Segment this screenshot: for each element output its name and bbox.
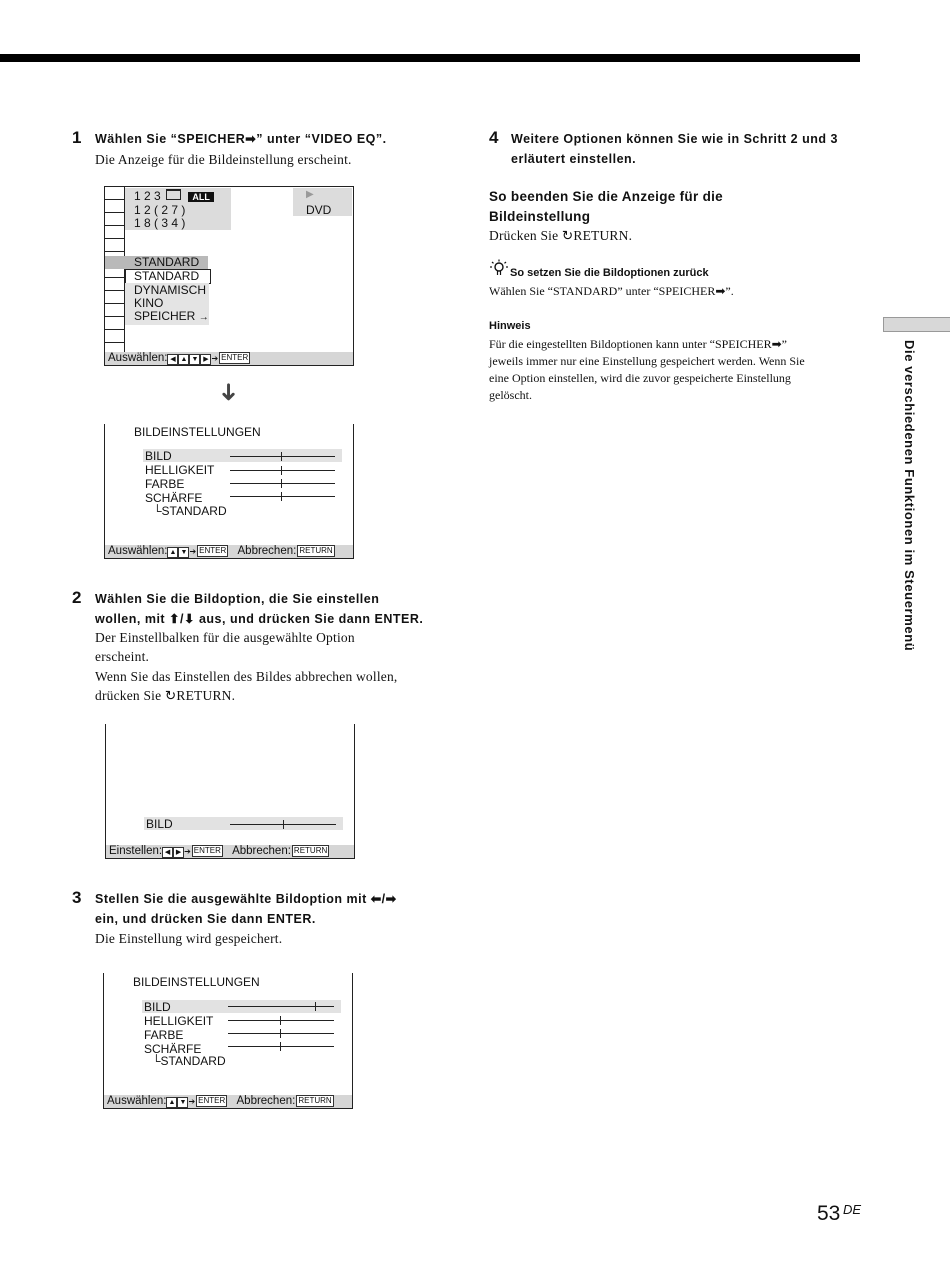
picture-settings-screen-1 (104, 424, 354, 559)
picture-adjust-screen (105, 724, 355, 859)
page-suffix: DE (843, 1202, 862, 1217)
all-badge: ALL (188, 192, 214, 202)
helligkeit-slider-tick (280, 1016, 281, 1025)
status-set-label: Einstellen: (109, 845, 163, 857)
row-farbe[interactable]: FARBE (145, 477, 185, 491)
arrow-icon: ➔ (211, 354, 219, 363)
row-farbe[interactable]: FARBE (144, 1028, 184, 1042)
title-chapter-numbers: 1 2 3 (134, 189, 161, 203)
arrow-icon: ➔ (184, 847, 191, 856)
section-tab (883, 317, 950, 332)
status-bar (106, 845, 354, 858)
section-side-title-text: Die verschiedenen Funktionen im Steuermenü (902, 340, 917, 652)
arrow-icon: ➔ (189, 547, 197, 556)
row-schaerfe[interactable]: SCHÄRFE (144, 1042, 202, 1056)
top-rule (0, 54, 860, 62)
row-bild[interactable]: BILD (146, 817, 173, 831)
exit-heading-line-2: Bildeinstellung (489, 209, 591, 224)
exit-body: Drücken Sie ↻RETURN. (489, 228, 633, 243)
play-icon: ▶ (306, 189, 314, 200)
schaerfe-slider (230, 496, 335, 497)
farbe-slider (230, 483, 335, 484)
step-1-body: Die Anzeige für die Bildeinstellung erscheint. (95, 152, 352, 167)
step-2-heading-line-1: Wählen Sie die Bildoption, die Sie einstellen (95, 592, 380, 606)
step-3-body: Die Einstellung wird gespeichert. (95, 931, 283, 946)
status-cancel-label: Abbrechen: (236, 1095, 296, 1107)
row-helligkeit[interactable]: HELLIGKEIT (144, 1014, 214, 1028)
helligkeit-slider (230, 470, 335, 471)
step-3-number: 3 (72, 888, 82, 907)
step-1-number: 1 (72, 128, 82, 147)
arrow-down-key-icon: ▼ (189, 354, 200, 365)
helligkeit-slider (228, 1020, 334, 1021)
return-key: RETURN (299, 546, 333, 555)
row-helligkeit[interactable]: HELLIGKEIT (145, 463, 215, 477)
enter-key: ENTER (199, 546, 227, 555)
step-4-number: 4 (489, 128, 499, 147)
step-2-body-line-3: Wenn Sie das Einstellen des Bildes abbrechen wollen, (95, 669, 398, 684)
arrow-left-key-icon: ◀ (167, 354, 178, 365)
arrow-down-key-icon: ▼ (177, 1097, 188, 1108)
current-setting: STANDARD (134, 255, 200, 269)
row-bild[interactable]: BILD (145, 449, 172, 463)
status-select-label: Auswählen: (107, 1095, 167, 1107)
note-line-1: Für die eingestellten Bildoptionen kann unter “SPEICHER➡” (489, 337, 788, 351)
row-bild[interactable]: BILD (144, 1000, 171, 1014)
arrow-right-key-icon: ▶ (173, 847, 184, 858)
disc-title-line (134, 189, 214, 204)
section-side-title (868, 340, 948, 690)
time-line: 1 8 ( 3 4 ) (134, 216, 186, 230)
step-2-body-line-4: drücken Sie ↻RETURN. (95, 688, 236, 703)
folder-icon (166, 189, 181, 200)
option-speicher[interactable] (134, 310, 209, 324)
bild-slider-tick (281, 452, 282, 461)
bild-slider-tick (315, 1002, 316, 1011)
note-heading: Hinweis (489, 320, 531, 332)
status-cancel-label: Abbrechen: (232, 845, 291, 857)
tip-body: Wählen Sie “STANDARD” unter “SPEICHER➡”. (489, 284, 734, 298)
arrow-right-key-icon: ▶ (200, 354, 211, 365)
down-arrow-icon: ➜ (215, 381, 244, 403)
chapter-line: 1 2 ( 2 7 ) (134, 203, 186, 217)
dvd-label: DVD (306, 203, 332, 217)
option-kino[interactable]: KINO (134, 296, 164, 310)
option-speicher-label: SPEICHER (134, 309, 196, 323)
enter-key: ENTER (198, 1096, 226, 1105)
return-key: RETURN (293, 846, 328, 855)
bild-slider (230, 456, 335, 457)
arrow-down-key-icon: ▼ (178, 547, 189, 558)
exit-heading-line-1: So beenden Sie die Anzeige für die (489, 189, 723, 204)
farbe-slider (228, 1033, 334, 1034)
step-2-heading-line-2: wollen, mit ⬆/⬇ aus, und drücken Sie dann ENTER. (95, 612, 424, 626)
status-bar (105, 352, 353, 365)
menu-icon-column (105, 187, 125, 352)
status-select-label: Auswählen: (108, 545, 168, 557)
arrow-icon: ➔ (188, 1097, 196, 1106)
step-2-body-line-2: erscheint. (95, 649, 150, 664)
status-cancel-label: Abbrechen: (237, 545, 297, 557)
lightbulb-icon (489, 259, 509, 282)
bild-slider (228, 1006, 334, 1007)
step-3-heading-line-1: Stellen Sie die ausgewählte Bildoption mit ⬅/➡ (95, 892, 397, 906)
step-2-body-line-1: Der Einstellbalken für die ausgewählte Option (95, 630, 355, 645)
settings-title: BILDEINSTELLUNGEN (133, 975, 260, 989)
step-4-heading-line-1: Weitere Optionen können Sie wie in Schritt 2 und 3 (511, 132, 838, 146)
settings-title: BILDEINSTELLUNGEN (134, 425, 261, 439)
farbe-slider-tick (281, 479, 282, 488)
bild-slider-tick (283, 820, 284, 829)
row-standard: └STANDARD (152, 1054, 226, 1068)
row-schaerfe[interactable]: SCHÄRFE (145, 491, 203, 505)
enter-key: ENTER (193, 846, 221, 855)
step-2-number: 2 (72, 588, 82, 607)
picture-settings-screen-2 (103, 973, 353, 1109)
status-bar (104, 1095, 352, 1108)
step-4-heading-line-2: erläutert einstellen. (511, 152, 637, 166)
note-line-2: jeweils immer nur eine Einstellung gespeichert werden. Wenn Sie (489, 354, 805, 368)
tip-heading: So setzen Sie die Bildoptionen zurück (510, 267, 709, 279)
return-key: RETURN (298, 1096, 332, 1105)
row-standard: └STANDARD (153, 504, 227, 518)
farbe-slider-tick (280, 1029, 281, 1038)
option-standard[interactable]: STANDARD (134, 269, 200, 283)
option-dynamisch[interactable]: DYNAMISCH (134, 283, 207, 297)
step-1-heading: Wählen Sie “SPEICHER➡” unter “VIDEO EQ”. (95, 132, 387, 146)
schaerfe-slider-tick (281, 492, 282, 501)
arrow-left-key-icon: ◀ (162, 847, 173, 858)
arrow-up-key-icon: ▲ (178, 354, 189, 365)
arrow-up-key-icon: ▲ (166, 1097, 177, 1108)
schaerfe-slider (228, 1046, 334, 1047)
status-bar (105, 545, 353, 558)
step-3-heading-line-2: ein, und drücken Sie dann ENTER. (95, 912, 316, 926)
note-line-4: gelöscht. (489, 388, 532, 402)
arrow-right-icon: → (198, 312, 209, 323)
helligkeit-slider-tick (281, 466, 282, 475)
schaerfe-slider-tick (280, 1042, 281, 1051)
arrow-up-key-icon: ▲ (167, 547, 178, 558)
menu-screen-1 (104, 186, 354, 366)
page-number: 53 (817, 1202, 841, 1225)
status-label: Auswählen: (108, 352, 168, 364)
enter-key: ENTER (221, 353, 249, 362)
note-line-3: eine Option einstellen, wird die zuvor gespeicherte Einstellung (489, 371, 791, 385)
